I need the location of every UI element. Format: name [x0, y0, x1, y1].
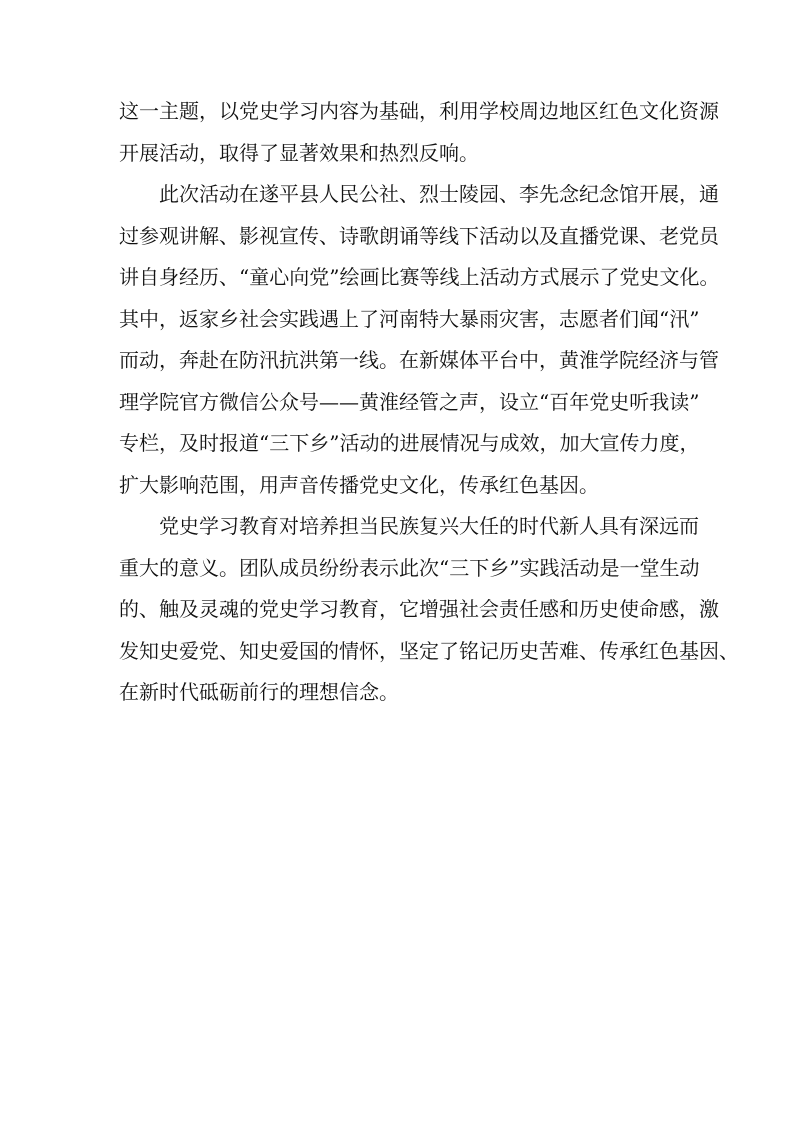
text-line: 过参观讲解、影视宣传、诗歌朗诵等线下活动以及直播党课、老党员 [119, 223, 719, 248]
text-line: 发知史爱党、知史爱国的情怀，坚定了铭记历史苦难、传承红色基因、 [119, 638, 739, 663]
text-line: 党史学习教育对培养担当民族复兴大任的时代新人具有深远而 [159, 514, 699, 538]
text-line: 理学院官方微信公众号——黄淮经管之声，设立“百年党史听我读” [119, 389, 700, 414]
paragraph-1 [119, 91, 719, 174]
paragraph-2 [119, 174, 720, 506]
text-line: 专栏，及时报道“三下乡”活动的进展情况与成效，加大宣传力度， [119, 431, 700, 455]
text-line: 其中，返家乡社会实践遇上了河南特大暴雨灾害，志愿者们闻“汛” [119, 306, 700, 331]
text-line: 的、触及灵魂的党史学习教育，它增强社会责任感和历史使命感，激 [119, 597, 719, 621]
text-line: 扩大影响范围，用声音传播党史文化，传承红色基因。 [119, 472, 599, 497]
text-line: 讲自身经历、“童心向党”绘画比赛等线上活动方式展示了党史文化。 [119, 265, 720, 289]
text-line: 此次活动在遂平县人民公社、烈士陵园、李先念纪念馆开展，通 [159, 182, 719, 206]
text-line: 而动，奔赴在防汛抗洪第一线。在新媒体平台中，黄淮学院经济与管 [119, 348, 719, 372]
text-line: 开展活动，取得了显著效果和热烈反响。 [119, 140, 479, 165]
paragraph-3 [119, 506, 739, 714]
text-line: 重大的意义。团队成员纷纷表示此次“三下乡”实践活动是一堂生动 [119, 555, 700, 580]
text-line: 这一主题，以党史学习内容为基础，利用学校周边地区红色文化资源 [119, 99, 719, 123]
text-line: 在新时代砥砺前行的理想信念。 [119, 680, 399, 704]
document-body [119, 91, 739, 714]
